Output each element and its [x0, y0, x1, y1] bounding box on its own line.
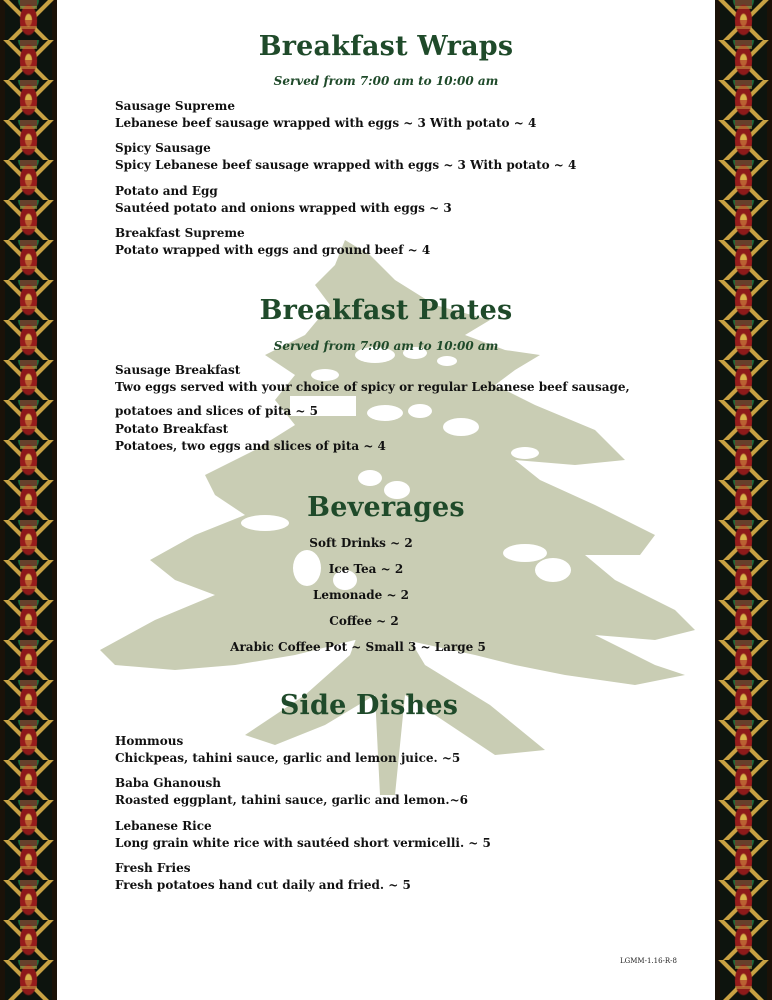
served-hours: Served from 7:00 am to 10:00 am: [273, 339, 499, 353]
item-name: Fresh Fries: [115, 861, 191, 875]
item-name: Sausage Breakfast: [115, 363, 241, 377]
beverage-item: Arabic Coffee Pot ~ Small 3 ~ Large 5: [230, 640, 486, 654]
item-name: Potato and Egg: [115, 184, 218, 198]
item-description: Sautéed potato and onions wrapped with eggs ~ 3: [115, 201, 452, 215]
item-description: Long grain white rice with sautéed short vermicelli. ~ 5: [115, 836, 491, 850]
beverage-item: Soft Drinks ~ 2: [309, 536, 413, 550]
served-hours: Served from 7:00 am to 10:00 am: [273, 74, 499, 88]
beverage-item: Lemonade ~ 2: [312, 588, 410, 602]
item-description: Spicy Lebanese beef sausage wrapped with eggs ~ 3 With potato ~ 4: [115, 158, 577, 172]
item-description: Potato wrapped with eggs and ground beef ~ 4: [115, 243, 431, 257]
item-description: Chickpeas, tahini sauce, garlic and lemon juice. ~5: [115, 751, 461, 765]
section-title-side-dishes: Side Dishes: [279, 690, 459, 721]
item-description: Lebanese beef sausage wrapped with eggs ~ 3 With potato ~ 4: [115, 116, 537, 130]
item-description: Roasted eggplant, tahini sauce, garlic and lemon.~6: [115, 793, 468, 807]
item-description: Two eggs served with your choice of spicy or regular Lebanese beef sausage,: [115, 380, 630, 394]
item-name: Lebanese Rice: [115, 819, 212, 833]
item-description-continued: potatoes and slices of pita ~ 5: [115, 404, 319, 418]
item-name: Potato Breakfast: [115, 422, 229, 436]
item-name: Spicy Sausage: [115, 141, 211, 155]
item-description: Fresh potatoes hand cut daily and fried. ~ 5: [115, 878, 411, 892]
section-title-breakfast-plates: Breakfast Plates: [259, 295, 513, 326]
document-code: LGMM-1.16-R-8: [620, 957, 677, 965]
section-title-breakfast-wraps: Breakfast Wraps: [258, 31, 514, 62]
beverage-item: Coffee ~ 2: [329, 614, 399, 628]
item-name: Hommous: [115, 734, 184, 748]
item-name: Sausage Supreme: [115, 99, 235, 113]
section-title-beverages: Beverages: [307, 492, 465, 523]
item-description: Potatoes, two eggs and slices of pita ~ 4: [115, 439, 386, 453]
item-name: Breakfast Supreme: [115, 226, 245, 240]
item-name: Baba Ghanoush: [115, 776, 221, 790]
beverage-item: Ice Tea ~ 2: [328, 562, 404, 576]
